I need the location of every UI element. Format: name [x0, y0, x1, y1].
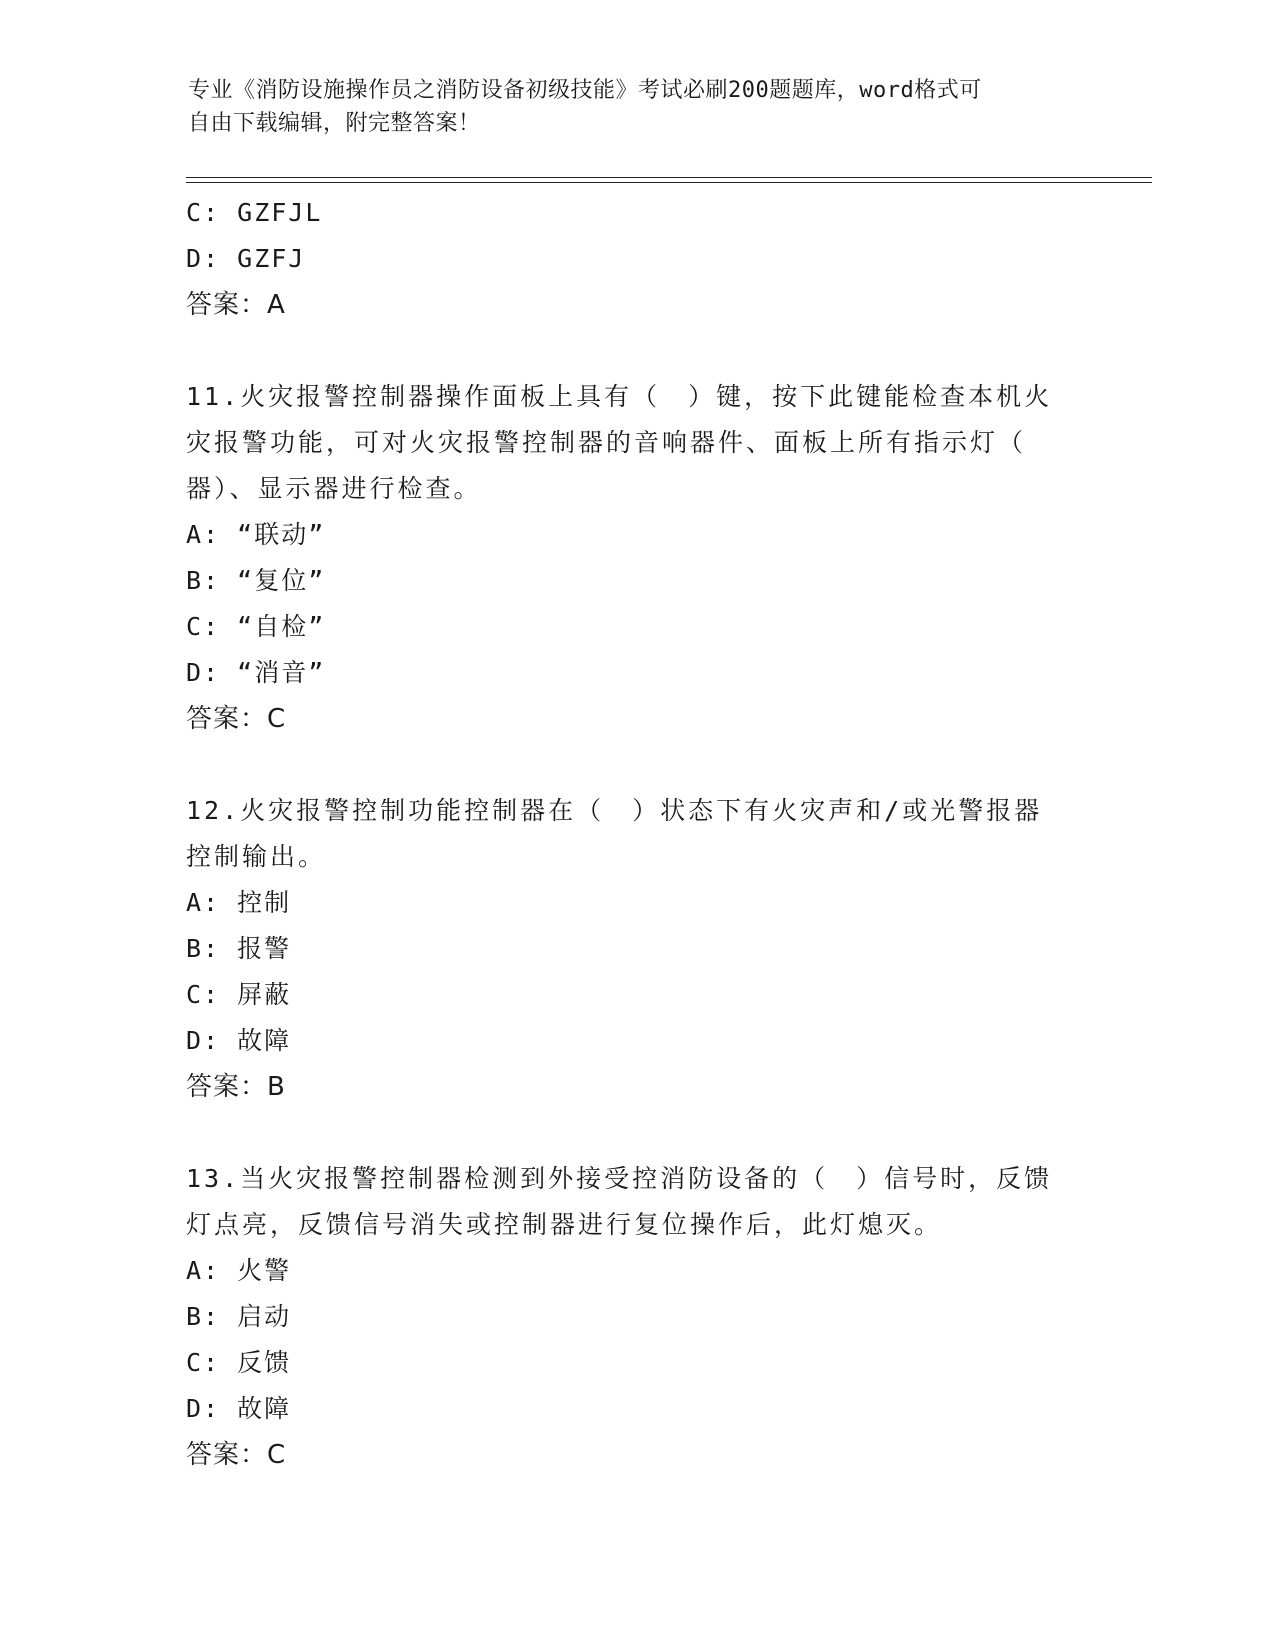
question-line: 灯点亮，反馈信号消失或控制器进行复位操作后，此灯熄灭。 [186, 1210, 943, 1239]
question-11 [186, 374, 1086, 742]
option-d: D: 故障 [186, 1394, 292, 1423]
option-a: A: “联动” [186, 520, 326, 549]
answer: 答案：B [186, 1072, 286, 1102]
question-line: 控制输出。 [186, 842, 327, 871]
answer: 答案：C [186, 1440, 287, 1470]
question-line: 12.火灾报警控制功能控制器在（ ）状态下有火灾声和/或光警报器 [186, 796, 1043, 825]
question-text [186, 788, 1086, 880]
option-b: B: “复位” [186, 566, 326, 595]
header-divider-bottom [186, 182, 1152, 183]
option-c: C: “自检” [186, 612, 326, 641]
answer: 答案：A [186, 290, 286, 320]
question-text [186, 374, 1086, 512]
option-a: A: 火警 [186, 1256, 292, 1285]
question-13 [186, 1156, 1086, 1478]
document-header [188, 74, 1068, 140]
previous-question-tail [186, 190, 1086, 328]
option-d: D: GZFJ [186, 244, 306, 273]
question-list [186, 190, 1086, 1478]
option-c: C: 反馈 [186, 1348, 292, 1377]
header-line-1: 专业《消防设施操作员之消防设备初级技能》考试必刷200题题库，word格式可 [188, 78, 982, 103]
header-divider-top [186, 177, 1152, 178]
header-line-2: 自由下载编辑，附完整答案！ [188, 111, 481, 136]
answer: 答案：C [186, 704, 287, 734]
option-c: C: GZFJL [186, 198, 323, 227]
question-line: 器）、显示器进行检查。 [186, 474, 482, 503]
option-a: A: 控制 [186, 888, 292, 917]
option-d: D: 故障 [186, 1026, 292, 1055]
question-line: 灾报警功能，可对火灾报警控制器的音响器件、面板上所有指示灯（ [186, 428, 1027, 457]
option-b: B: 启动 [186, 1302, 292, 1331]
option-c: C: 屏蔽 [186, 980, 292, 1009]
option-b: B: 报警 [186, 934, 292, 963]
question-line: 11.火灾报警控制器操作面板上具有（ ）键，按下此键能检查本机火 [186, 382, 1053, 411]
question-12 [186, 788, 1086, 1110]
question-text [186, 1156, 1086, 1248]
question-line: 13.当火灾报警控制器检测到外接受控消防设备的（ ）信号时，反馈 [186, 1164, 1053, 1193]
option-d: D: “消音” [186, 658, 326, 687]
